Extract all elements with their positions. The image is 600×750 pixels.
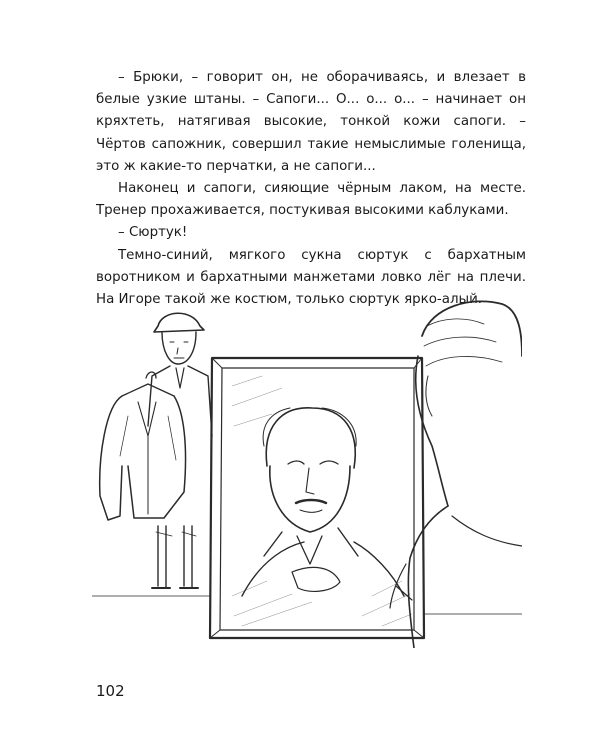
boy-with-coat — [100, 313, 212, 588]
illustration-svg — [92, 296, 522, 648]
floor-line — [92, 596, 522, 614]
reflected-man — [242, 408, 404, 596]
man-back-view — [390, 301, 522, 648]
body-text — [96, 67, 526, 311]
paragraph-1: – Брюки, – говорит он, не оборачиваясь, и влезает в белые узкие штаны. – Сапоги... О... о... о... – начинает он кряхтеть, натягивая высокие, тонкой кожи сапоги. – Чёртов сапожник, совершил такие немыслимые голенища, это ж какие-то перчатки, а не сапоги... — [96, 70, 526, 174]
sketch-illustration — [92, 296, 522, 648]
paragraph-2: Наконец и сапоги, сияющие чёрным лаком, на месте. Тренер прохаживается, постукивая высокими каблуками. — [96, 181, 526, 219]
paragraph-4: Темно-синий, мягкого сукна сюртук с бархатным воротником и бархатными манжетами ловко лёг на плечи. На Игоре такой же костюм, только сюртук ярко-алый. — [96, 247, 526, 308]
page-number: 102 — [96, 682, 125, 700]
paragraph-3: – Сюртук! — [118, 225, 188, 241]
